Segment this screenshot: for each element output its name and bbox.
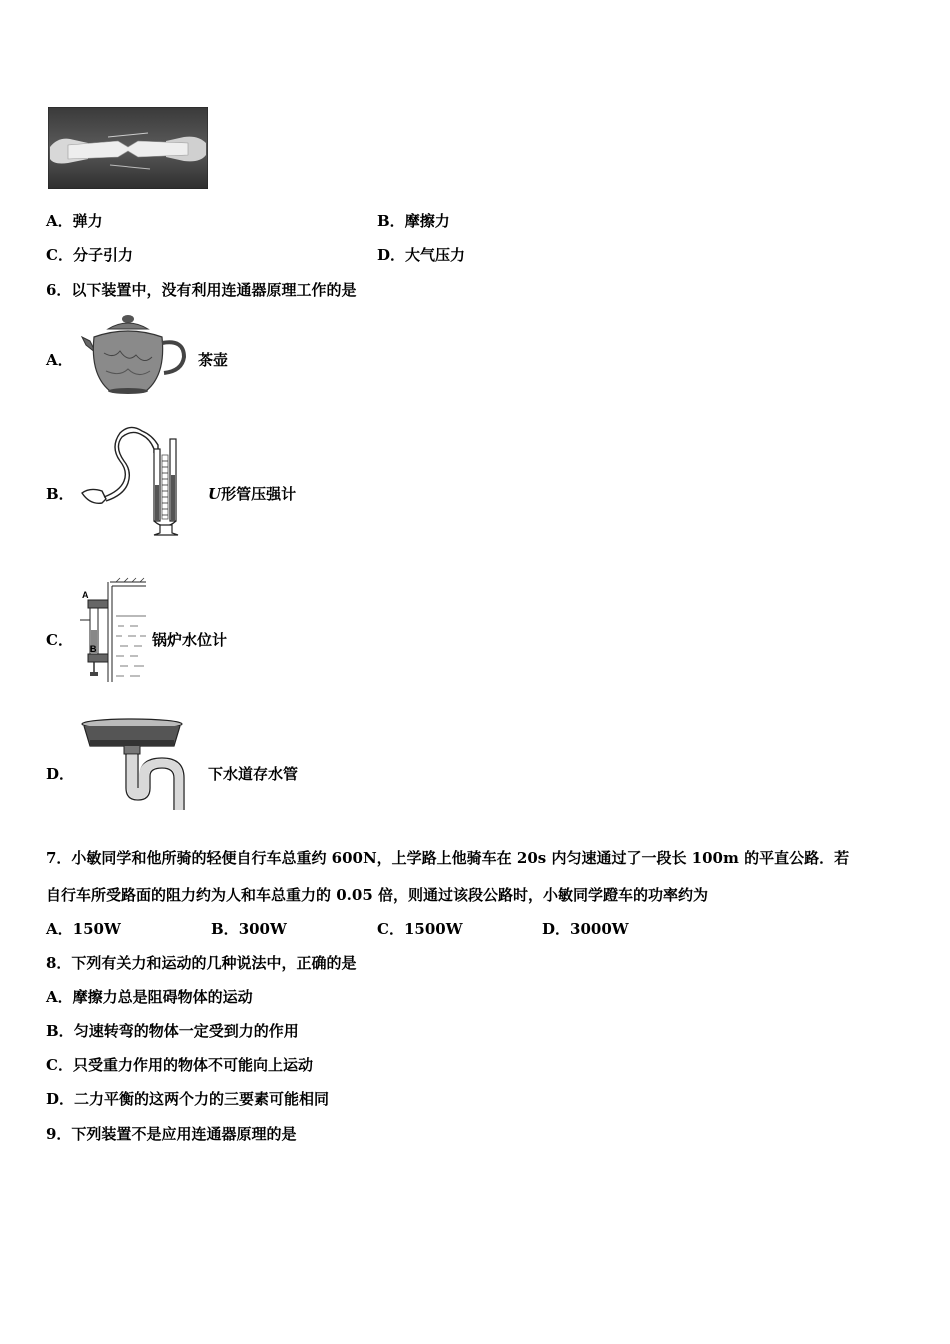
- boiler-water-gauge-image: [72, 576, 148, 688]
- q7-option-d[interactable]: [542, 919, 629, 939]
- option-letter: A．: [46, 212, 73, 230]
- q6-stem: 6．以下装置中，没有利用连通器原理工作的是: [46, 281, 357, 299]
- option-letter: C．: [46, 246, 73, 264]
- sink-trap-image: [80, 718, 186, 812]
- q5-option-a[interactable]: [46, 211, 103, 231]
- q7-option-b[interactable]: [211, 919, 287, 939]
- q6-option-b-caption: [208, 484, 296, 504]
- q5-option-c[interactable]: [46, 245, 133, 265]
- option-text: 摩擦力: [404, 212, 450, 230]
- option-text: 弹力: [72, 212, 103, 230]
- option-text: 只受重力作用的物体不可能向上运动: [72, 1056, 313, 1074]
- u-tube-manometer-image: [80, 425, 186, 537]
- option-text: 1500W: [403, 920, 463, 938]
- q8-option-c[interactable]: [46, 1055, 313, 1075]
- q6-option-b-letter[interactable]: B．: [46, 485, 74, 503]
- q8-stem: 8．下列有关力和运动的几种说法中，正确的是: [46, 954, 357, 972]
- q6-option-d-caption: 下水道存水管: [208, 765, 299, 783]
- option-letter: D．: [542, 920, 571, 938]
- caption-text: 形管压强计: [221, 485, 297, 503]
- q6-option-c-caption: 锅炉水位计: [152, 631, 228, 649]
- q6-option-d-letter[interactable]: D．: [46, 765, 75, 783]
- q9-stem: 9．下列装置不是应用连通器原理的是: [46, 1125, 297, 1143]
- option-text: 300W: [238, 920, 287, 938]
- option-letter: D．: [46, 1090, 75, 1108]
- teapot-image: [80, 315, 190, 397]
- q7-stem-line1: 7．小敏同学和他所骑的轻便自行车总重约 600N，上学路上他骑车在 20s 内匀速通过了一段长 100m 的平直公路．若: [46, 849, 850, 867]
- option-letter: C．: [46, 1056, 73, 1074]
- option-letter: C．: [377, 920, 404, 938]
- option-letter: B．: [46, 1022, 74, 1040]
- u-letter: U: [208, 485, 222, 503]
- option-text: 二力平衡的这两个力的三要素可能相同: [74, 1090, 330, 1108]
- q7-stem-line2: 自行车所受路面的阻力约为人和车总重力的 0.05 倍，则通过该段公路时，小敏同学蹬车的功率约为: [46, 886, 708, 904]
- q7-option-c[interactable]: [377, 919, 463, 939]
- figure-label-b: B: [90, 644, 97, 654]
- option-letter: B．: [211, 920, 239, 938]
- q6-option-c-letter[interactable]: C．: [46, 631, 73, 649]
- hands-paper-photo: [48, 107, 208, 189]
- q8-option-a[interactable]: [46, 987, 253, 1007]
- option-letter: A．: [46, 988, 73, 1006]
- q5-option-b[interactable]: [377, 211, 450, 231]
- q6-option-a-letter[interactable]: A．: [46, 351, 73, 369]
- option-text: 摩擦力总是阻碍物体的运动: [72, 988, 253, 1006]
- figure-label-a: A: [82, 590, 89, 600]
- q7-option-a[interactable]: [46, 919, 121, 939]
- option-text: 分子引力: [72, 246, 133, 264]
- option-text: 3000W: [570, 920, 629, 938]
- option-text: 150W: [72, 920, 121, 938]
- q8-option-b[interactable]: [46, 1021, 299, 1041]
- q6-option-a-caption: 茶壶: [198, 351, 229, 369]
- option-letter: D．: [377, 246, 406, 264]
- option-text: 大气压力: [405, 246, 466, 264]
- option-letter: A．: [46, 920, 73, 938]
- option-text: 匀速转弯的物体一定受到力的作用: [73, 1022, 299, 1040]
- option-letter: B．: [377, 212, 405, 230]
- q8-option-d[interactable]: [46, 1089, 329, 1109]
- q5-option-d[interactable]: [377, 245, 465, 265]
